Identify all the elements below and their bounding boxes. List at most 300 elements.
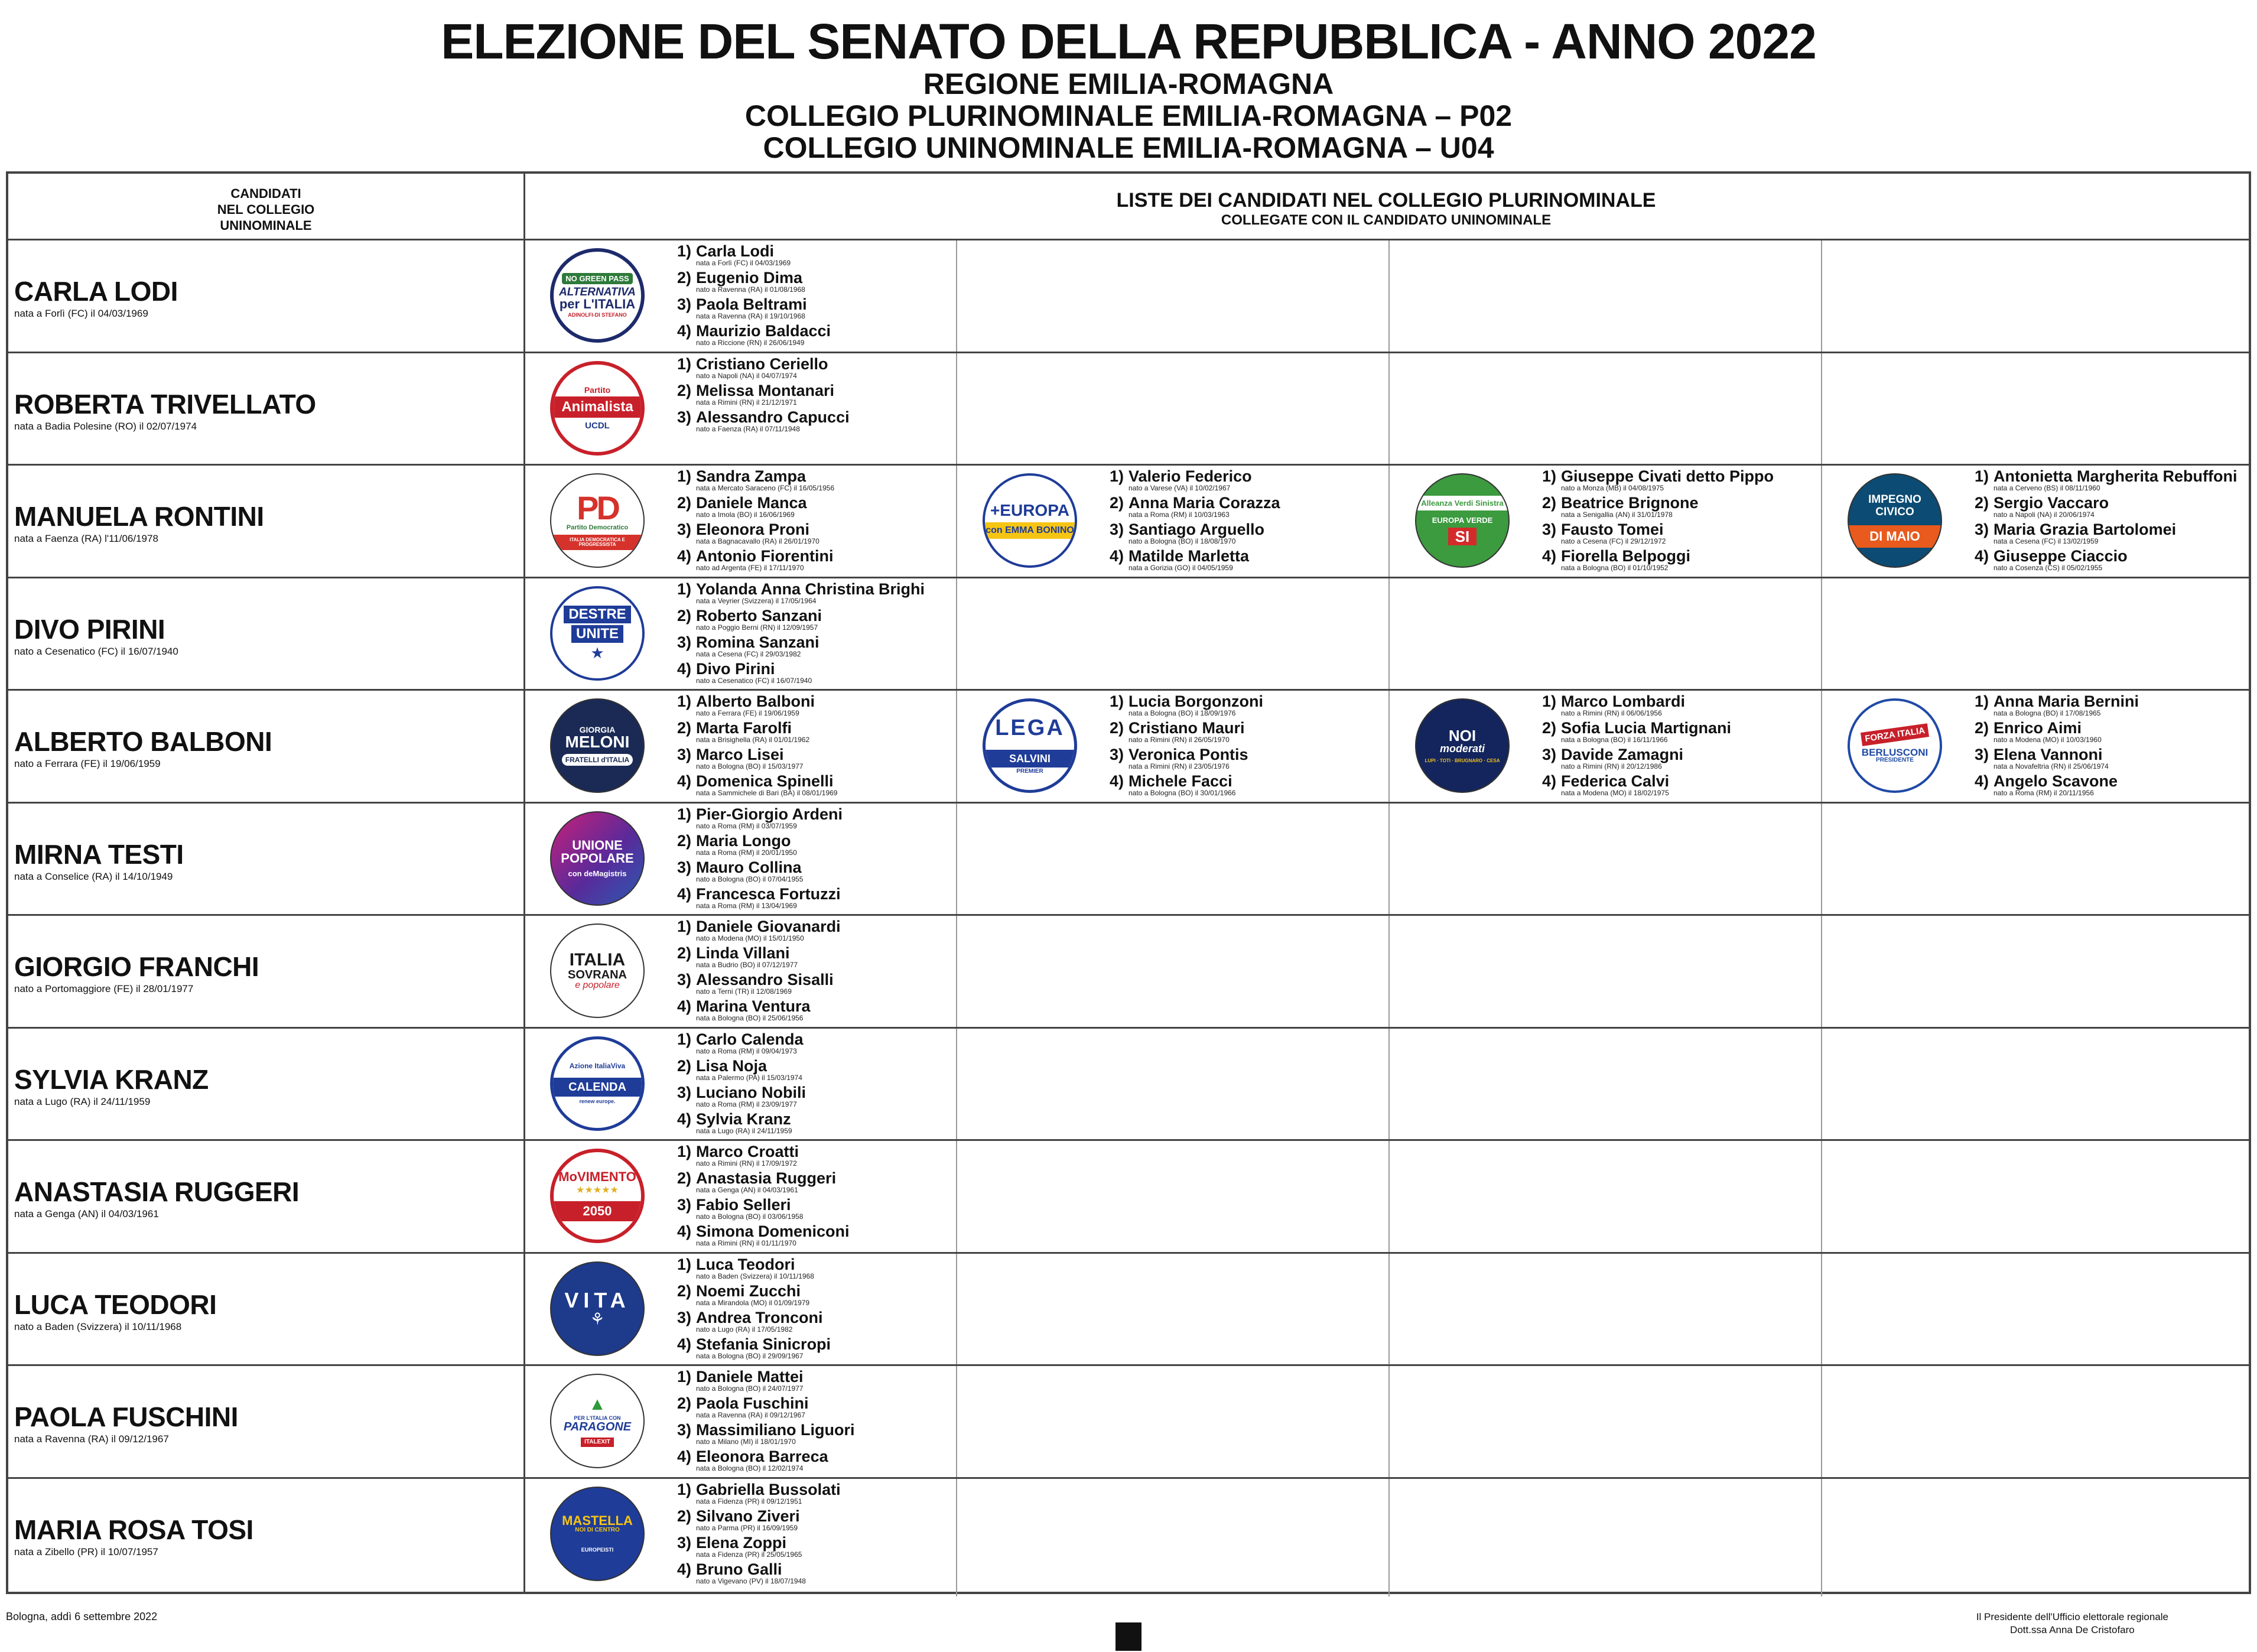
list-position: 2): [677, 494, 692, 512]
uninominal-candidate: [14, 1401, 516, 1446]
list-candidate-name: Veronica Pontis: [1128, 746, 1248, 763]
logo-text: VITA: [564, 1287, 630, 1312]
list-position: 1): [1110, 692, 1124, 710]
list-candidate-birth: nato a Lugo (RA) il 17/05/1982: [696, 1325, 793, 1334]
party-list: [677, 241, 1008, 347]
list-position: 3): [677, 1421, 692, 1439]
list-candidate-name: Eleonora Proni: [696, 521, 810, 538]
candidate-name: LUCA TEODORI: [14, 1289, 217, 1320]
list-candidate: [677, 831, 1008, 857]
list-candidate-name: Davide Zamagni: [1561, 746, 1684, 763]
party-list: [1542, 466, 1873, 573]
list-candidate-name: Fausto Tomei: [1561, 521, 1664, 538]
list-position: 1): [677, 1480, 692, 1498]
list-position: 3): [677, 746, 692, 763]
list-candidate: [677, 1479, 1008, 1506]
list-position: 3): [1542, 746, 1557, 763]
list-candidate-name: Sergio Vaccaro: [1993, 494, 2109, 512]
list-candidate-birth: nato a Roma (RM) il 20/11/1956: [1993, 789, 2094, 797]
logo-text: per L'ITALIA: [559, 297, 636, 311]
list-candidate-name: Daniele Mattei: [696, 1368, 804, 1386]
left-column-header: [8, 186, 523, 233]
list-candidate: [677, 1559, 1008, 1586]
logo-text: PARAGONE: [563, 1420, 632, 1433]
list-candidate-name: Beatrice Brignone: [1561, 494, 1699, 512]
list-candidate: [677, 996, 1008, 1023]
list-position: 1): [1975, 467, 1989, 485]
list-position: 4): [1975, 547, 1989, 565]
avs-party-logo: [1415, 473, 1510, 568]
list-candidate-name: Angelo Scavone: [1993, 772, 2118, 790]
list-candidate-birth: nato a Modena (MO) il 15/01/1950: [696, 934, 804, 942]
list-candidate-birth: nato a Roma (RM) il 09/04/1973: [696, 1046, 797, 1055]
list-candidate-birth: nato a Rimini (RN) il 17/09/1972: [696, 1159, 797, 1168]
animalista-party-logo: [550, 361, 645, 456]
logo-text: EUROPEISTI: [581, 1547, 614, 1553]
list-candidate-name: Marco Lisei: [696, 746, 784, 763]
logo-text: Partito Democratico: [566, 523, 629, 531]
candidate-name: ANASTASIA RUGGERI: [14, 1176, 300, 1207]
list-candidate-birth: nata a Brisighella (RA) il 01/01/1962: [696, 736, 810, 744]
list-candidate-birth: nata a Cesena (FC) il 29/03/1982: [696, 649, 801, 658]
list-position: 3): [1975, 746, 1989, 763]
list-candidate-name: Marina Ventura: [696, 997, 811, 1015]
candidate-name: GIORGIO FRANCHI: [14, 951, 259, 982]
printer-seal: [1116, 1622, 1141, 1651]
list-candidate: [1110, 519, 1440, 546]
uninominal-candidate: [14, 1514, 516, 1559]
row-divider: [8, 689, 2249, 691]
list-candidate-birth: nato ad Argenta (FE) il 17/11/1970: [696, 564, 804, 572]
list-candidate: [1110, 546, 1440, 573]
list-candidate: [1542, 744, 1873, 771]
europa-party-logo: [983, 473, 1077, 568]
list-position: 2): [677, 1394, 692, 1412]
row-divider: [8, 352, 2249, 353]
list-candidate-name: Fiorella Belpoggi: [1561, 547, 1691, 565]
row-divider: [8, 914, 2249, 916]
uninominal-candidate: [14, 613, 516, 658]
list-candidate: [677, 1142, 1008, 1168]
list-candidate-name: Fabio Selleri: [696, 1196, 791, 1214]
list-position: 4): [677, 322, 692, 340]
list-candidate: [677, 1082, 1008, 1109]
list-candidate: [1542, 466, 1873, 493]
list-position: 2): [677, 381, 692, 399]
list-candidate-name: Luciano Nobili: [696, 1083, 806, 1101]
logo-text: POPOLARE: [561, 851, 634, 866]
list-candidate-birth: nato a Cosenza (CS) il 05/02/1955: [1993, 564, 2103, 572]
list-candidate: [677, 943, 1008, 970]
calenda-party-logo: [550, 1036, 645, 1131]
list-candidate: [1975, 718, 2257, 744]
list-candidate-birth: nata a Ravenna (RA) il 09/12/1967: [696, 1411, 805, 1419]
row-divider: [8, 1364, 2249, 1366]
lega-party-logo: [983, 698, 1077, 793]
candidate-birth: nata a Ravenna (RA) il 09/12/1967: [14, 1433, 169, 1445]
list-position: 1): [677, 355, 692, 373]
list-position: 4): [677, 1335, 692, 1353]
list-candidate: [677, 884, 1008, 910]
list-candidate-name: Paola Fuschini: [696, 1394, 809, 1412]
list-candidate-name: Lisa Noja: [696, 1056, 767, 1075]
mastella-party-logo: [550, 1487, 645, 1581]
list-candidate-name: Elena Zoppi: [696, 1533, 787, 1552]
list-candidate-name: Enrico Aimi: [1993, 719, 2082, 737]
list-candidate-birth: nata a Gorizia (GO) il 04/05/1959: [1128, 564, 1233, 572]
list-position: 3): [677, 1196, 692, 1214]
logo-text: 2050: [554, 1201, 641, 1221]
left-header-line: CANDIDATI: [230, 186, 301, 201]
list-candidate: [1110, 691, 1440, 718]
candidate-birth: nato a Ferrara (FE) il 19/06/1959: [14, 758, 161, 769]
logo-text: ALTERNATIVA: [559, 286, 636, 298]
fdi-party-logo: [550, 698, 645, 793]
list-candidate-birth: nato a Cesenatico (FC) il 16/07/1940: [696, 676, 812, 685]
list-candidate-birth: nata a Palermo (PA) il 15/03/1974: [696, 1073, 802, 1082]
logo-text: UCDL: [585, 421, 610, 431]
party-list: [677, 691, 1008, 798]
list-candidate-name: Anna Maria Corazza: [1128, 494, 1280, 512]
logo-text: renew europe.: [579, 1098, 616, 1104]
list-candidate: [677, 857, 1008, 884]
list-candidate-name: Valerio Federico: [1128, 467, 1252, 485]
logo-text: e popolare: [575, 980, 620, 990]
list-position: 2): [1542, 494, 1557, 512]
list-position: 4): [1542, 547, 1557, 565]
list-position: 4): [677, 997, 692, 1015]
list-candidate-name: Yolanda Anna Christina Brighi: [696, 580, 925, 598]
row-divider: [8, 1477, 2249, 1479]
ballot-table: [6, 171, 2251, 1594]
list-candidate-birth: nato a Bologna (BO) il 15/03/1977: [696, 762, 804, 770]
logo-text: UNIONE: [572, 838, 623, 853]
logo-text: Alleanza Verdi Sinistra: [1416, 496, 1508, 510]
list-candidate: [677, 579, 1008, 606]
list-candidate-name: Daniele Giovanardi: [696, 918, 841, 935]
list-position: 3): [1975, 521, 1989, 538]
list-position: 4): [677, 1448, 692, 1465]
left-header-line: UNINOMINALE: [220, 218, 312, 233]
list-candidate-birth: nata a Bologna (BO) il 01/10/1952: [1561, 564, 1669, 572]
candidate-birth: nata a Faenza (RA) l'11/06/1978: [14, 533, 158, 544]
list-candidate: [677, 1533, 1008, 1559]
list-candidate-birth: nata a Roma (RM) il 20/01/1950: [696, 848, 797, 857]
candidate-birth: nata a Forlì (FC) il 04/03/1969: [14, 308, 148, 319]
list-candidate-birth: nata a Lugo (RA) il 24/11/1959: [696, 1126, 792, 1135]
list-column-divider: [1821, 239, 1822, 1596]
list-candidate: [677, 606, 1008, 632]
list-candidate-birth: nato a Bologna (BO) il 03/06/1958: [696, 1212, 804, 1221]
logo-text: Animalista: [554, 396, 641, 418]
logo-text: SOVRANA: [567, 968, 627, 981]
list-position: 3): [677, 295, 692, 313]
flag-shape-icon: ▲: [588, 1394, 606, 1414]
uninominal-candidate: [14, 726, 516, 770]
list-position: 2): [677, 606, 692, 625]
list-candidate-name: Bruno Galli: [696, 1560, 782, 1578]
party-list: [677, 804, 1008, 910]
paragone-party-logo: [550, 1374, 645, 1468]
list-position: 4): [677, 884, 692, 903]
list-candidate: [677, 1308, 1008, 1334]
list-candidate-birth: nato a Cesena (FC) il 29/12/1972: [1561, 537, 1666, 545]
left-header-line: NEL COLLEGIO: [217, 202, 315, 217]
logo-text: MASTELLA: [562, 1513, 633, 1528]
party-list: [1975, 691, 2257, 798]
list-candidate: [677, 744, 1008, 771]
pd-party-logo: [550, 473, 645, 568]
lists-header-title: LISTE DEI CANDIDATI NEL COLLEGIO PLURINOMINALE: [1116, 189, 1656, 212]
list-candidate: [1110, 771, 1440, 798]
logo-text: DI MAIO: [1849, 525, 1941, 548]
list-candidate-name: Carla Lodi: [696, 242, 775, 260]
list-candidate-name: Federica Calvi: [1561, 772, 1670, 790]
list-position: 3): [1110, 746, 1124, 763]
list-candidate-name: Carlo Calenda: [696, 1030, 804, 1048]
list-candidate: [677, 1446, 1008, 1473]
list-candidate-birth: nato a Bologna (BO) il 24/07/1977: [696, 1384, 804, 1393]
list-candidate-name: Simona Domeniconi: [696, 1222, 850, 1240]
list-position: 1): [677, 1143, 692, 1160]
list-position: 3): [677, 1083, 692, 1101]
list-candidate-name: Maurizio Baldacci: [696, 322, 831, 340]
footer-signature-name: Dott.ssa Anna De Cristofaro: [2010, 1624, 2135, 1635]
list-position: 4): [677, 659, 692, 678]
list-candidate-birth: nata a Bologna (BO) il 25/06/1956: [696, 1014, 804, 1022]
list-candidate-name: Roberto Sanzani: [696, 606, 822, 625]
list-candidate-birth: nato a Rimini (RN) il 06/06/1956: [1561, 709, 1662, 717]
list-position: 3): [677, 408, 692, 426]
logo-text: PD: [577, 489, 618, 526]
logo-text: con deMagistris: [568, 869, 627, 878]
candidate-birth: nato a Portomaggiore (FE) il 28/01/1977: [14, 983, 194, 994]
list-candidate-name: Eleonora Barreca: [696, 1448, 828, 1465]
logo-text: PER L'ITALIA CON: [574, 1414, 621, 1421]
list-candidate-birth: nato a Vigevano (PV) il 18/07/1948: [696, 1576, 806, 1585]
logo-text: ITALIA DEMOCRATICA E PROGRESSISTA: [551, 535, 643, 550]
list-position: 2): [677, 1282, 692, 1300]
list-candidate: [677, 771, 1008, 798]
footer-signature-role: Il Presidente dell'Ufficio elettorale regionale: [1976, 1611, 2168, 1622]
list-candidate-name: Stefania Sinicropi: [696, 1335, 831, 1353]
list-candidate-birth: nato a Faenza (RA) il 07/11/1948: [696, 424, 800, 433]
list-candidate-birth: nato a Riccione (RN) il 26/06/1949: [696, 339, 805, 347]
list-candidate-birth: nato a Ferrara (FE) il 19/06/1959: [696, 709, 799, 717]
list-candidate-birth: nato a Terni (TR) il 12/08/1969: [696, 987, 792, 996]
list-candidate-birth: nata a Fidenza (PR) il 25/05/1965: [696, 1550, 802, 1559]
alternativa-party-logo: [550, 248, 645, 343]
list-position: 2): [677, 944, 692, 962]
list-position: 3): [1110, 521, 1124, 538]
row-divider: [8, 802, 2249, 804]
candidate-name: MIRNA TESTI: [14, 838, 184, 870]
logo-text: MELONI: [565, 733, 630, 751]
list-position: 1): [677, 918, 692, 935]
party-list: [677, 1142, 1008, 1248]
list-candidate-birth: nata a Roma (RM) il 13/04/1969: [696, 901, 797, 910]
list-candidate-name: Paola Beltrami: [696, 295, 807, 313]
logo-text: ITALEXIT: [581, 1438, 614, 1447]
footer-place-date: Bologna, addì 6 settembre 2022: [6, 1611, 158, 1622]
list-candidate: [677, 493, 1008, 519]
candidate-name: PAOLA FUSCHINI: [14, 1401, 238, 1432]
list-position: 3): [677, 521, 692, 538]
logo-text: con EMMA BONINO: [985, 522, 1075, 539]
logo-text: PREMIER: [1016, 768, 1043, 775]
list-candidate-birth: nato a Varese (VA) il 10/02/1967: [1128, 484, 1231, 492]
list-candidate-name: Michele Facci: [1128, 772, 1232, 790]
list-candidate-birth: nata a Modena (MO) il 18/02/1975: [1561, 789, 1669, 797]
list-candidate: [1975, 519, 2257, 546]
list-position: 4): [1542, 772, 1557, 790]
list-position: 3): [677, 971, 692, 988]
list-candidate-name: Alessandro Capucci: [696, 408, 850, 426]
lists-header-subtitle: COLLEGATE CON IL CANDIDATO UNINOMINALE: [1221, 212, 1552, 228]
list-candidate-birth: nato a Milano (MI) il 18/01/1970: [696, 1438, 796, 1446]
tree-icon: ⚘: [590, 1309, 605, 1328]
list-position: 1): [677, 1368, 692, 1386]
list-candidate-birth: nata a Cesena (FC) il 13/02/1959: [1993, 537, 2099, 545]
uninominal-candidate: [14, 275, 516, 320]
row-divider: [8, 1139, 2249, 1141]
list-candidate-birth: nato a Napoli (NA) il 20/06/1974: [1993, 510, 2095, 519]
list-candidate-name: Antonio Fiorentini: [696, 547, 834, 565]
list-candidate-name: Anastasia Ruggeri: [696, 1169, 837, 1187]
list-candidate: [677, 381, 1008, 407]
list-candidate: [677, 916, 1008, 943]
list-candidate: [677, 1254, 1008, 1281]
list-candidate-name: Alberto Balboni: [696, 692, 815, 710]
list-candidate-birth: nata a Mirandola (MO) il 01/09/1979: [696, 1298, 810, 1307]
uninominal-candidate: [14, 1289, 516, 1334]
list-candidate-birth: nata a Veyrier (Svizzera) il 17/05/1964: [696, 596, 817, 605]
list-candidate: [677, 546, 1008, 573]
candidate-name: MARIA ROSA TOSI: [14, 1514, 253, 1545]
list-candidate: [677, 970, 1008, 996]
list-candidate: [1975, 771, 2257, 798]
list-candidate: [1542, 718, 1873, 744]
list-candidate: [677, 632, 1008, 659]
list-candidate: [677, 1195, 1008, 1221]
logo-text: ITALIA: [569, 950, 626, 970]
list-position: 2): [1542, 719, 1557, 737]
list-candidate-name: Matilde Marletta: [1128, 547, 1250, 565]
footer-signature: [1976, 1611, 2168, 1637]
list-candidate-name: Sylvia Kranz: [696, 1110, 791, 1128]
list-position: 4): [677, 1560, 692, 1578]
list-candidate-name: Daniele Manca: [696, 494, 807, 512]
party-list: [677, 1254, 1008, 1361]
list-candidate-birth: nato a Parma (PR) il 16/09/1959: [696, 1523, 798, 1532]
list-candidate: [677, 321, 1008, 347]
list-position: 2): [677, 831, 692, 850]
list-candidate: [677, 1109, 1008, 1136]
list-candidate-name: Maria Longo: [696, 831, 791, 850]
list-candidate-birth: nato a Rimini (RN) il 26/05/1970: [1128, 736, 1230, 744]
list-position: 3): [1542, 521, 1557, 538]
list-position: 2): [677, 1056, 692, 1075]
movimento-party-logo: [550, 1149, 645, 1243]
candidate-birth: nata a Conselice (RA) il 14/10/1949: [14, 870, 173, 882]
candidate-name: ALBERTO BALBONI: [14, 726, 272, 757]
uninominal-candidate: [14, 1064, 516, 1108]
list-candidate-birth: nato a Bologna (BO) il 07/04/1955: [696, 874, 804, 883]
list-candidate: [677, 1029, 1008, 1056]
list-position: 1): [677, 580, 692, 598]
list-candidate-birth: nato a Roma (RM) il 03/07/1959: [696, 821, 797, 830]
party-list: [1542, 691, 1873, 798]
list-candidate-birth: nato a Ravenna (RA) il 01/08/1968: [696, 285, 805, 294]
list-position: 4): [677, 547, 692, 565]
list-candidate: [677, 241, 1008, 268]
list-candidate-name: Anna Maria Bernini: [1993, 692, 2139, 710]
noimoderati-party-logo: [1415, 698, 1510, 793]
list-candidate: [677, 1334, 1008, 1361]
list-position: 2): [1110, 719, 1124, 737]
logo-text: MoVIMENTO: [558, 1169, 636, 1184]
uninominal-candidate: [14, 388, 516, 433]
logo-text: Azione ItaliaViva: [569, 1062, 626, 1070]
party-list: [677, 466, 1008, 573]
list-candidate: [677, 1056, 1008, 1082]
list-candidate-birth: nata a Fidenza (PR) il 09/12/1951: [696, 1497, 802, 1505]
list-column-divider: [1388, 239, 1390, 1596]
party-list: [1975, 466, 2257, 573]
list-position: 1): [677, 1030, 692, 1048]
party-list: [677, 579, 1008, 685]
list-candidate-birth: nata a Bologna (BO) il 29/09/1967: [696, 1351, 804, 1360]
list-position: 1): [677, 692, 692, 710]
list-candidate-birth: nata a Ravenna (RA) il 19/10/1968: [696, 312, 805, 320]
list-position: 4): [1110, 547, 1124, 565]
logo-text: moderati: [1439, 743, 1485, 755]
list-position: 1): [677, 467, 692, 485]
list-candidate-name: Andrea Tronconi: [696, 1308, 823, 1326]
list-candidate: [1542, 546, 1873, 573]
list-candidate: [1110, 466, 1440, 493]
list-candidate-name: Romina Sanzani: [696, 633, 819, 651]
logo-text: +EUROPA: [990, 501, 1070, 519]
list-candidate-name: Giuseppe Civati detto Pippo: [1561, 467, 1774, 485]
list-position: 1): [1110, 467, 1124, 485]
list-candidate: [1542, 771, 1873, 798]
row-divider: [8, 1027, 2249, 1029]
impegno-party-logo: [1848, 473, 1942, 568]
list-position: 2): [677, 269, 692, 287]
logo-text: UNITE: [571, 625, 623, 643]
list-candidate: [677, 1393, 1008, 1420]
list-candidate-birth: nato a Monza (MB) il 04/08/1975: [1561, 484, 1664, 492]
list-candidate-name: Giuseppe Ciaccio: [1993, 547, 2128, 565]
list-candidate: [1975, 466, 2257, 493]
list-candidate: [1975, 493, 2257, 519]
list-position: 1): [677, 805, 692, 823]
candidate-birth: nata a Lugo (RA) il 24/11/1959: [14, 1095, 151, 1107]
list-candidate-birth: nata a Bologna (BO) il 12/02/1974: [696, 1464, 804, 1472]
list-candidate-name: Cristiano Ceriello: [696, 355, 828, 373]
list-candidate-name: Sofia Lucia Martignani: [1561, 719, 1732, 737]
list-candidate: [1110, 493, 1440, 519]
party-list: [1110, 691, 1440, 798]
list-candidate-birth: nato a Modena (MO) il 10/03/1960: [1993, 736, 2102, 744]
list-position: 3): [677, 1308, 692, 1326]
row-divider: [8, 577, 2249, 578]
list-candidate: [677, 1221, 1008, 1248]
list-candidate: [1975, 744, 2257, 771]
list-candidate: [677, 1367, 1008, 1393]
logo-text: IMPEGNO CIVICO: [1868, 493, 1921, 518]
